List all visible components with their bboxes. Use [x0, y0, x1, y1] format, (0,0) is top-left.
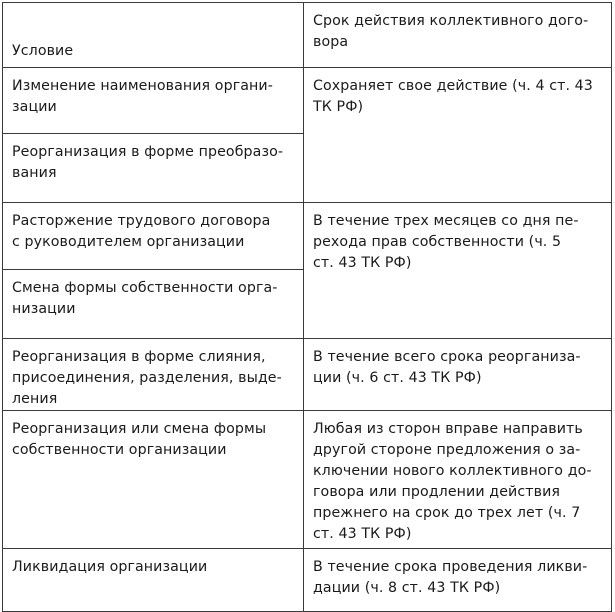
row-term: В течение срока проведения ликви- дации (ч. 8 ст. 43 ТК РФ) — [304, 549, 612, 612]
row-condition: Изменение наименования органи- зации — [3, 68, 304, 134]
table-row — [3, 68, 612, 134]
table-row — [3, 411, 612, 549]
collective-agreement-table — [2, 2, 612, 612]
row-term: Любая из сторон вправе направить другой стороне предложения о за- ключении нового коллективного до- говора или продлении действия прежнего на срок до трех лет (ч. 7 ст. 43 ТК РФ) — [304, 411, 612, 549]
row-condition: Реорганизация в форме слияния, присоединения, разделения, выде- ления — [3, 339, 304, 411]
row-term: В течение всего срока реорганиза- ции (ч. 6 ст. 43 ТК РФ) — [304, 339, 612, 411]
table-row — [3, 203, 612, 270]
row-condition: Ликвидация организации — [3, 549, 304, 612]
table-row — [3, 339, 612, 411]
header-term: Срок действия коллективного дого- вора — [304, 3, 612, 68]
row-term: Сохраняет свое действие (ч. 4 ст. 43 ТК РФ) — [304, 68, 612, 203]
row-term: В течение трех месяцев со дня пе- рехода прав собственности (ч. 5 ст. 43 ТК РФ) — [304, 203, 612, 339]
table-row — [3, 549, 612, 612]
row-condition: Реорганизация в форме преобразо- вания — [3, 134, 304, 203]
row-condition: Смена формы собственности орга- низации — [3, 270, 304, 339]
row-condition: Расторжение трудового договора с руководителем организации — [3, 203, 304, 270]
row-condition: Реорганизация или смена формы собственности организации — [3, 411, 304, 549]
header-condition: Условие — [3, 3, 304, 68]
table-header-row — [3, 3, 612, 68]
